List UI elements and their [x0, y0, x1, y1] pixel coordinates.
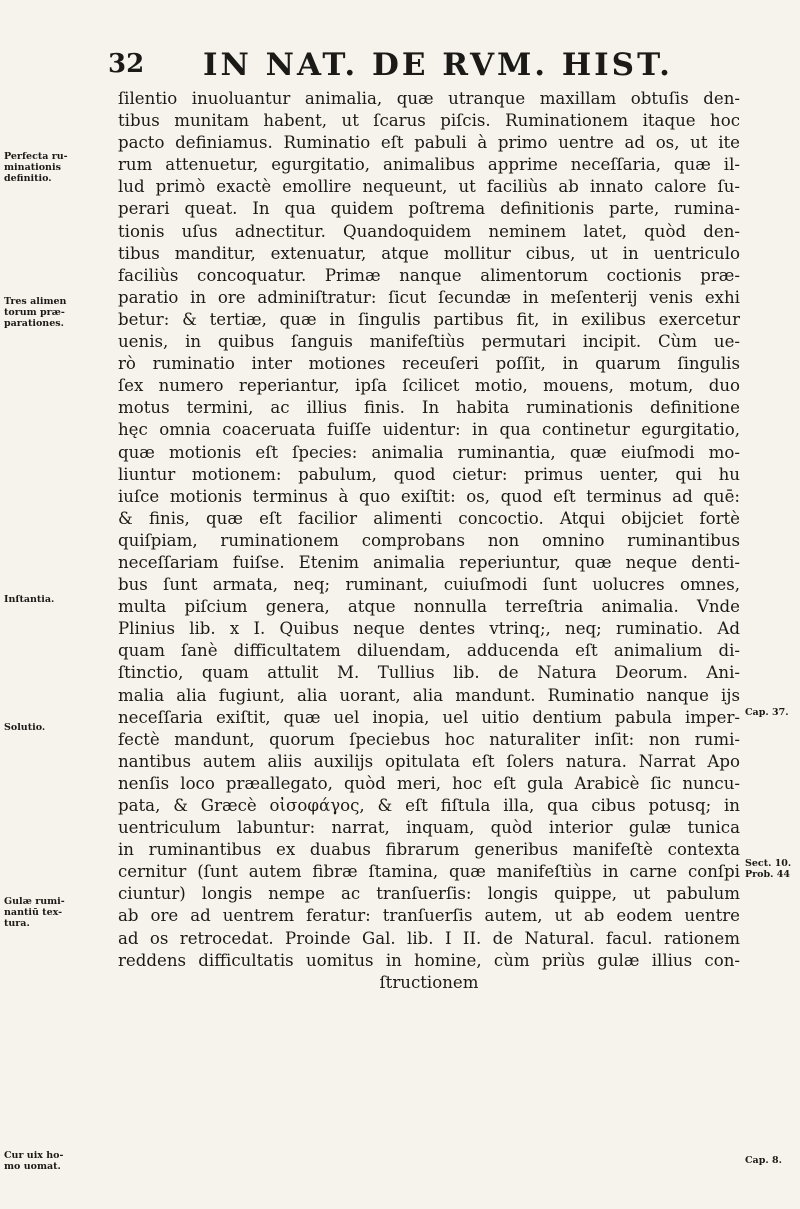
page-number: 32	[108, 49, 145, 79]
running-title: IN NAT. DE RVM. HIST.	[203, 47, 673, 83]
text-line: fectè mandunt, quorum ſpeciebus hoc naturaliter inſit: non rumi-	[118, 729, 740, 749]
text-line: iuſce motionis terminus à quo exiſtit: os, quod eſt terminus ad quē:	[118, 486, 740, 506]
text-line: hęc omnia coaceruata fuiſſe uidentur: in qua continetur egurgitatio,	[118, 420, 740, 440]
text-line: ſtinctio, quam attulit M. Tullius lib. de Natura Deorum. Ani-	[118, 663, 740, 683]
text-line: cernitur (ſunt autem fibræ ſtamina, quæ manifeſtiùs in carne conſpi	[118, 862, 740, 882]
text-line: bus ſunt armata, neq; ruminant, cuiuſmodi ſunt uolucres omnes,	[118, 575, 740, 595]
text-line: neceſſariam fuiſse. Etenim animalia reperiuntur, quæ neque denti-	[118, 552, 740, 572]
margin-note-cap37: Cap. 37.	[745, 707, 789, 718]
text-line: pacto definiamus. Ruminatio eſt pabuli à primo uentre ad os, ut ite	[118, 133, 740, 153]
text-line: tibus munitam habent, ut ſcarus piſcis. Ruminationem itaque hoc	[118, 111, 740, 131]
text-line: nantibus autem aliis auxilijs opitulata eſt ſolers natura. Narrat Apo	[118, 751, 740, 771]
text-line: paratio in ore adminiſtratur: ſicut ſecundæ in meſenterij venis exhi	[118, 287, 740, 307]
text-line: ſtructionem	[379, 972, 479, 992]
text-line: quam ſanè difficultatem diluendam, adducenda eſt animalium di-	[118, 641, 740, 661]
text-line: perari queat. In qua quidem poſtrema definitionis parte, rumina-	[118, 199, 740, 219]
margin-note-sect10: Sect. 10. Prob. 44	[745, 858, 792, 880]
text-line: uenis, in quibus ſanguis manifeſtiùs permutari incipit. Cùm ue-	[118, 332, 740, 352]
text-line: ſilentio inuoluantur animalia, quæ utranque maxillam obtuſis den-	[118, 89, 740, 108]
margin-note-instantia: Inſtantia.	[4, 594, 55, 605]
text-line: in ruminantibus ex duabus fibrarum generibus manifeſtè contexta	[118, 840, 740, 860]
text-line: ciuntur) longis nempe ac tranſuerſis: longis quippe, ut pabulum	[118, 884, 740, 904]
text-line: ſex numero reperiantur, ipſa ſcilicet motio, mouens, motum, duo	[118, 376, 740, 396]
text-line: rò ruminatio inter motiones receuſeri poſſit, in quarum ſingulis	[118, 354, 740, 374]
text-line: betur: & tertiæ, quæ in ſingulis partibus fit, in exilibus exercetur	[118, 309, 740, 329]
text-line: faciliùs concoquatur. Primæ nanque alimentorum coctionis præ-	[118, 265, 740, 285]
text-line: lud primò exactè emollire nequeunt, ut faciliùs ab innato calore ſu-	[118, 177, 740, 197]
text-line: tibus manditur, extenuatur, atque mollitur cibus, ut in uentriculo	[118, 243, 740, 263]
page-header	[0, 47, 800, 87]
text-line: Plinius lib. x I. Quibus neque dentes vtrinq;, neq; ruminatio. Ad	[118, 619, 740, 639]
text-line: quiſpiam, ruminationem comprobans non omnino ruminantibus	[118, 530, 740, 550]
text-line: ad os retrocedat. Proinde Gal. lib. I II. de Natural. facul. rationem	[118, 928, 740, 948]
text-line: neceſſaria exiſtit, quæ uel inopia, uel uitio dentium pabula imper-	[118, 707, 740, 727]
text-line: multa piſcium genera, atque nonnulla terreſtria animalia. Vnde	[118, 597, 740, 617]
margin-note-tres: Tres alimen torum præ- parationes.	[4, 296, 67, 329]
text-line: quæ motionis eſt ſpecies: animalia ruminantia, quæ eiuſmodi mo-	[118, 442, 740, 462]
text-line: malia alia fugiunt, alia uorant, alia mandunt. Ruminatio nanque ijs	[118, 685, 740, 705]
text-line: & finis, quæ eſt facilior alimenti concoctio. Atqui obijciet fortè	[118, 508, 740, 528]
text-line: reddens difficultatis uomitus in homine, cùm priùs gulæ illius con-	[118, 950, 740, 970]
text-line: uentriculum labuntur: narrat, inquam, quòd interior gulæ tunica	[118, 818, 740, 838]
margin-note-cap8: Cap. 8.	[745, 1155, 782, 1166]
text-line: tionis uſus adnectitur. Quandoquidem neminem latet, quòd den-	[118, 221, 740, 241]
margin-note-solutio: Solutio.	[4, 722, 46, 733]
margin-note-gulae: Gulæ rumi- nantiū tex- tura.	[4, 896, 65, 929]
margin-note-perfecta: Perfecta ru- minationis definitio.	[4, 151, 68, 184]
text-line: nenſis loco præallegato, quòd meri, hoc eſt gula Arabicè ſic nuncu-	[118, 773, 740, 793]
text-line: motus termini, ac illius finis. In habita ruminationis definitione	[118, 398, 740, 418]
text-line: rum attenuetur, egurgitatio, animalibus apprime neceſſaria, quæ il-	[118, 155, 740, 175]
margin-note-cur: Cur uix ho- mo uomat.	[4, 1150, 64, 1172]
text-line: liuntur motionem: pabulum, quod cietur: primus uenter, qui hu	[118, 464, 740, 484]
text-line: ab ore ad uentrem feratur: tranſuerſis autem, ut ab eodem uentre	[118, 906, 740, 926]
text-line: pata, & Græcè οἰσοφάγος, & eſt fiſtula illa, qua cibus potusq; in	[118, 796, 740, 815]
main-text-block	[118, 88, 740, 994]
